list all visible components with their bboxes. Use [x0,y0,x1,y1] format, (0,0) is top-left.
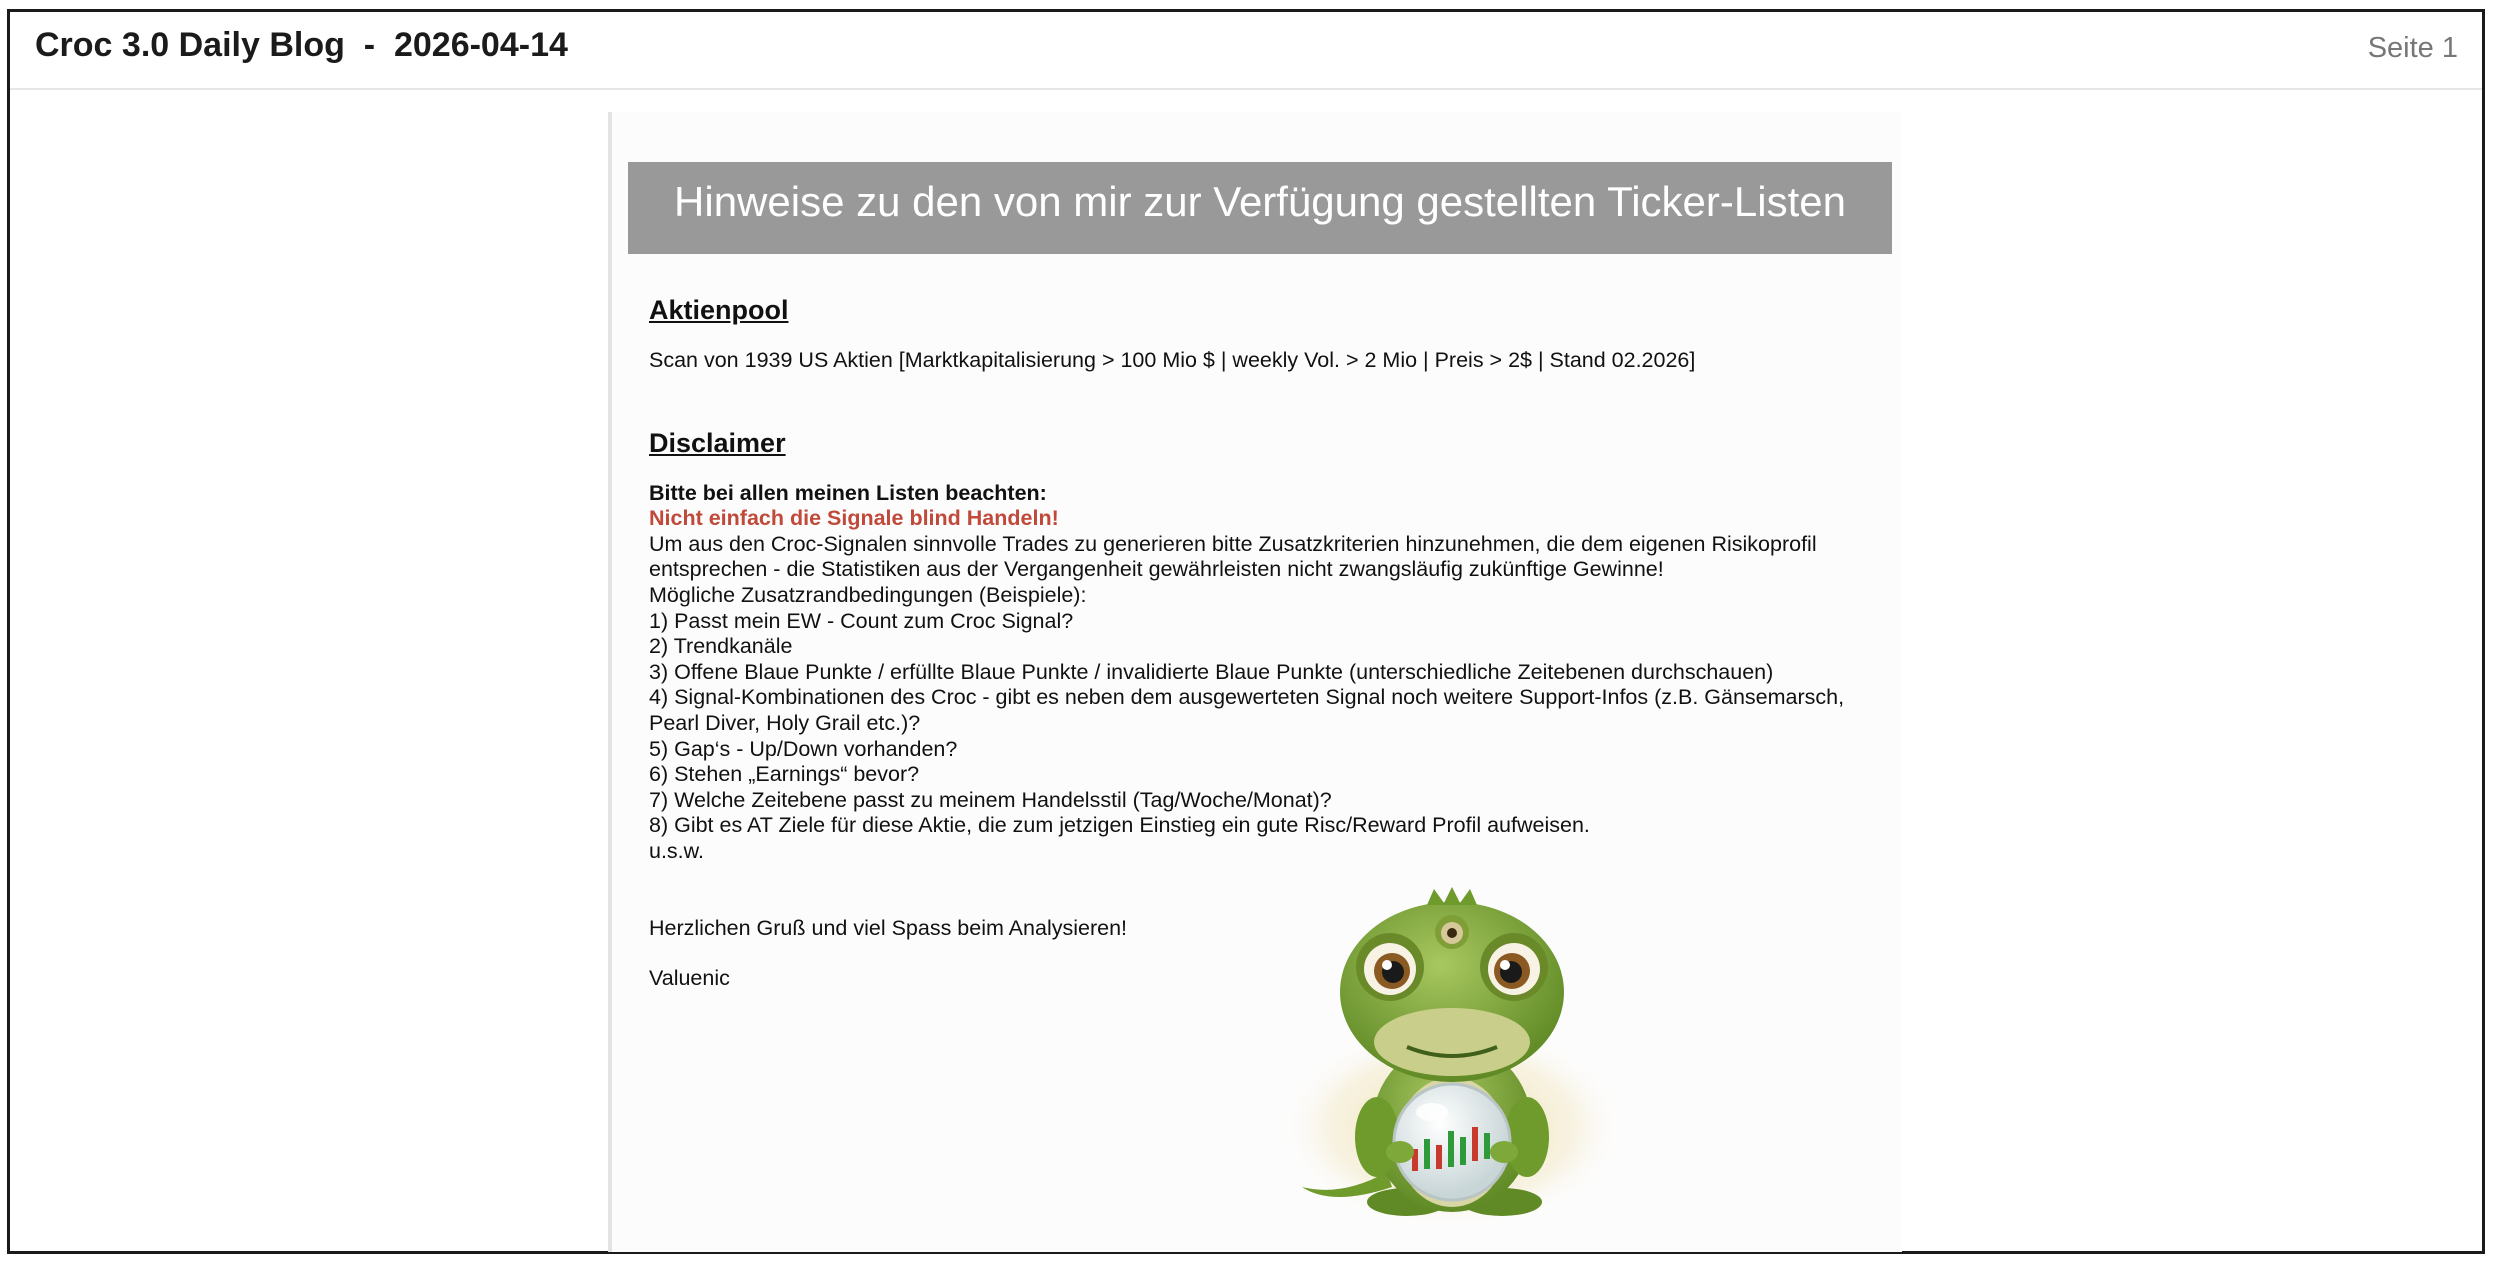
disclaimer-line: 1) Passt mein EW - Count zum Croc Signal? [649,608,1074,633]
banner-title: Hinweise zu den von mir zur Verfügung gestellten Ticker-Listen [628,162,1892,254]
disclaimer-line: 5) Gap‘s - Up/Down vorhanden? [649,736,958,761]
disclaimer-line: entsprechen - die Statistiken aus der Vergangenheit gewährleisten nicht zwangsläufig zukünftige Gewinne! [649,557,1664,582]
disclaimer-line: Um aus den Croc-Signalen sinnvolle Trades zu generieren bitte Zusatzkriterien hinzunehmen, die dem eigenen Risikoprofil [649,531,1817,556]
disclaimer-line: 6) Stehen „Earnings“ bevor? [649,762,920,787]
aktienpool-heading: Aktienpool [649,295,789,325]
disclaimer-line: 4) Signal-Kombinationen des Croc - gibt es neben dem ausgewerteten Signal noch weitere Support-Infos (z.B. Gänsemarsch, [649,685,1845,710]
crocodile-mascot-icon [1272,887,1632,1237]
disclaimer-lead: Bitte bei allen meinen Listen beachten: [649,480,1047,505]
signature-text: Valuenic [649,966,730,991]
disclaimer-line: u.s.w. [649,838,704,863]
page-frame [7,9,2485,1254]
disclaimer-line: 8) Gibt es AT Ziele für diese Aktie, die zum jetzigen Einstieg ein gute Risc/Reward Profil aufweisen. [649,813,1590,838]
disclaimer-line: Mögliche Zusatzrandbedingungen (Beispiele): [649,582,1087,607]
disclaimer-line: 7) Welche Zeitebene passt zu meinem Handelsstil (Tag/Woche/Monat)? [649,787,1332,812]
page-number-label: Seite 1 [2367,32,2458,64]
document-page [608,112,1902,1252]
disclaimer-heading: Disclaimer [649,427,786,458]
greeting-text: Herzlichen Gruß und viel Spass beim Analysieren! [649,915,1127,940]
disclaimer-line: 2) Trendkanäle [649,634,793,659]
disclaimer-line: 3) Offene Blaue Punkte / erfüllte Blaue Punkte / invalidierte Blaue Punkte (unterschiedliche Zeitebenen durchschauen) [649,659,1774,684]
disclaimer-line: Pearl Diver, Holy Grail etc.)? [649,710,921,735]
blog-title: Croc 3.0 Daily Blog - 2026-04-14 [35,26,568,64]
document-content [649,292,1884,992]
aktienpool-text: Scan von 1939 US Aktien [Marktkapitalisierung > 100 Mio $ | weekly Vol. > 2 Mio | Preis > 2$ | Stand 02.2026] [649,348,1696,372]
blog-header [10,12,2482,90]
disclaimer-warning: Nicht einfach die Signale blind Handeln! [649,506,1059,531]
